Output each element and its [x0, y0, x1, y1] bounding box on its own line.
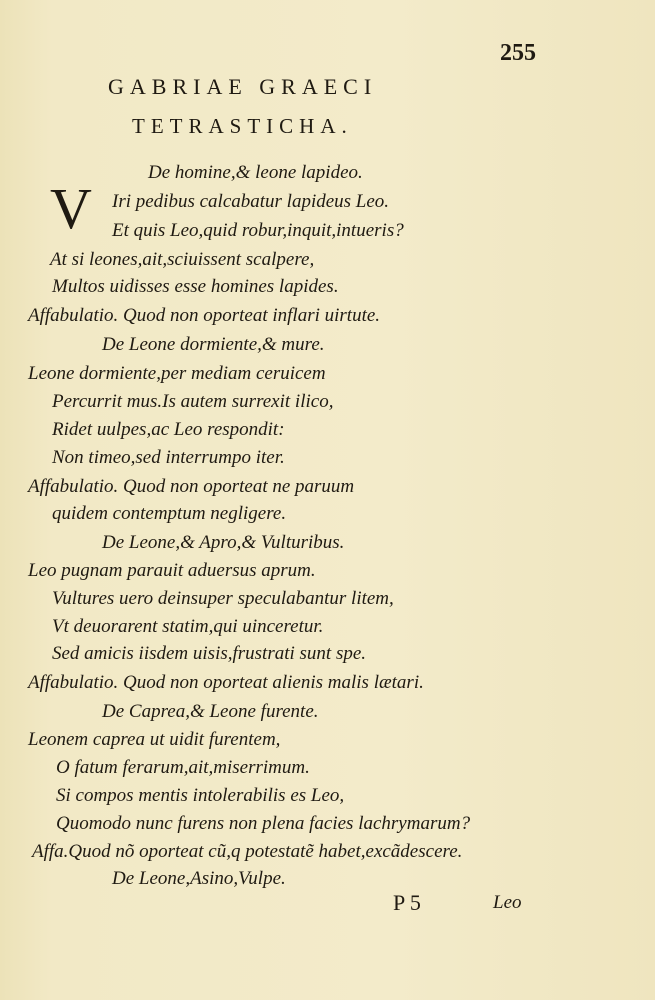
verse-line: Vt deuorarent statim,qui uinceretur.: [52, 616, 324, 637]
drop-initial: V: [50, 176, 92, 241]
catchword: Leo: [493, 892, 522, 913]
fable-title: De Leone,& Apro,& Vulturibus.: [102, 532, 345, 553]
moral-line: Affabulatio. Quod non oporteat ne paruum: [28, 476, 355, 497]
verse-line: O fatum ferarum,ait,miserrimum.: [56, 757, 310, 778]
verse-line: Iri pedibus calcabatur lapideus Leo.: [112, 191, 390, 212]
page-number: 255: [500, 40, 536, 66]
verse-line: Et quis Leo,quid robur,inquit,intueris?: [112, 220, 404, 241]
verse-line: Quomodo nunc furens non plena facies lachrymarum?: [56, 813, 471, 834]
fable-title: De Leone,Asino,Vulpe.: [112, 868, 286, 889]
running-head: GABRIAE GRAECI: [108, 74, 378, 99]
fable-title: De homine,& leone lapideo.: [148, 162, 363, 183]
verse-line: Multos uidisses esse homines lapides.: [52, 276, 339, 297]
verse-line: Leonem caprea ut uidit furentem,: [28, 729, 281, 750]
verse-line: Ridet uulpes,ac Leo respondit:: [52, 419, 285, 440]
verse-line: Si compos mentis intolerabilis es Leo,: [56, 785, 345, 806]
verse-line: Sed amicis iisdem uisis,frustrati sunt spe.: [52, 643, 367, 664]
section-title: TETRASTICHA.: [132, 114, 353, 138]
verse-line: Leo pugnam parauit aduersus aprum.: [28, 560, 316, 581]
verse-line: Non timeo,sed interrumpo iter.: [52, 447, 285, 468]
moral-line: Affa.Quod nõ oporteat cũ,q potestatẽ habet,excãdescere.: [32, 841, 463, 862]
fable-title: De Caprea,& Leone furente.: [102, 701, 319, 722]
verse-line: Vultures uero deinsuper speculabantur litem,: [52, 588, 394, 609]
moral-line: Affabulatio. Quod non oporteat alienis malis lætari.: [28, 672, 424, 693]
fable-title: De Leone dormiente,& mure.: [102, 334, 325, 355]
moral-line: Affabulatio. Quod non oporteat inflari uirtute.: [28, 305, 381, 326]
verse-line: At si leones,ait,sciuissent scalpere,: [50, 249, 315, 270]
verse-line: Percurrit mus.Is autem surrexit ilico,: [52, 391, 334, 412]
verse-line: Leone dormiente,per mediam ceruicem: [28, 363, 326, 384]
signature-mark: P 5: [393, 890, 421, 915]
moral-line: quidem contemptum negligere.: [52, 503, 287, 524]
